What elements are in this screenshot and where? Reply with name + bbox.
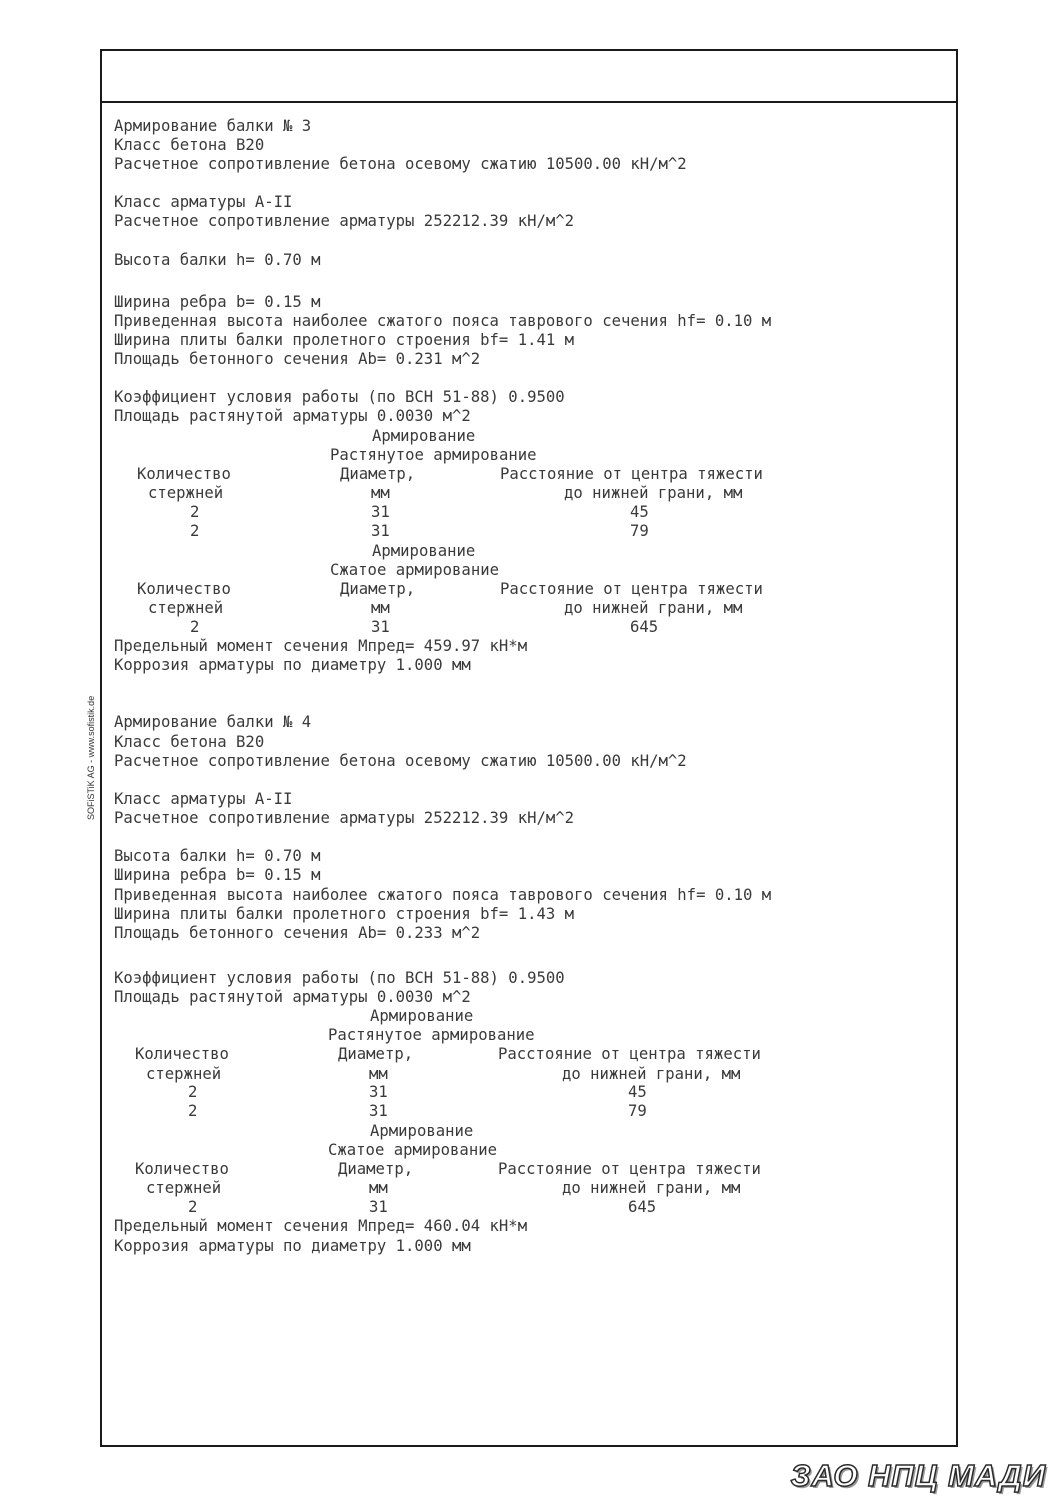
reinforcement-heading: Армирование — [372, 427, 476, 445]
beam-height: Высота балки h= 0.70 м — [114, 847, 321, 865]
beam-height: Высота балки h= 0.70 м — [114, 251, 321, 269]
col-distance-header: Расстояние от центра тяжести — [500, 580, 763, 598]
col-distance-header: Расстояние от центра тяжести — [498, 1045, 761, 1063]
bar-diameter: 31 — [369, 1198, 388, 1216]
bar-distance: 645 — [628, 1198, 657, 1216]
bar-diameter: 31 — [369, 1083, 388, 1101]
bar-count: 2 — [190, 522, 200, 540]
concrete-class: Класс бетона В20 — [114, 733, 265, 751]
bar-distance: 45 — [628, 1083, 647, 1101]
col-count-header: Количество — [135, 1045, 229, 1063]
bar-diameter: 31 — [369, 1102, 388, 1120]
tension-heading: Растянутое армирование — [330, 446, 537, 464]
bar-diameter: 31 — [371, 618, 390, 636]
bar-count: 2 — [188, 1102, 198, 1120]
bar-distance: 45 — [630, 503, 649, 521]
rib-width: Ширина ребра b= 0.15 м — [114, 293, 321, 311]
page-header-band — [102, 51, 956, 103]
bar-count: 2 — [190, 618, 200, 636]
flange-height: Приведенная высота наиболее сжатого пояса таврового сечения hf= 0.10 м — [114, 886, 772, 904]
beam-title: Армирование балки № 3 — [114, 117, 312, 135]
tension-heading: Растянутое армирование — [328, 1026, 535, 1044]
reinforcement-heading: Армирование — [370, 1122, 474, 1140]
col-diameter-header: Диаметр, — [340, 580, 416, 598]
reinforcement-heading: Армирование — [372, 542, 476, 560]
compression-heading: Сжатое армирование — [328, 1141, 497, 1159]
slab-width: Ширина плиты балки пролетного строения bf= 1.43 м — [114, 905, 575, 923]
concrete-resistance: Расчетное сопротивление бетона осевому сжатию 10500.00 кН/м^2 — [114, 155, 687, 173]
bar-diameter: 31 — [371, 522, 390, 540]
col-diameter-header: Диаметр, — [340, 465, 416, 483]
corrosion: Коррозия арматуры по диаметру 1.000 мм — [114, 1237, 471, 1255]
rebar-resistance: Расчетное сопротивление арматуры 252212.39 кН/м^2 — [114, 212, 575, 230]
section-area: Площадь бетонного сечения Ab= 0.233 м^2 — [114, 924, 481, 942]
col-diameter-unit: мм — [371, 599, 390, 617]
col-diameter-unit: мм — [369, 1065, 388, 1083]
ultimate-moment: Предельный момент сечения Мпред= 459.97 кН*м — [114, 637, 528, 655]
bar-count: 2 — [188, 1198, 198, 1216]
col-diameter-header: Диаметр, — [338, 1045, 414, 1063]
bar-count: 2 — [190, 503, 200, 521]
col-count-header: Количество — [137, 580, 231, 598]
reinforcement-heading: Армирование — [370, 1007, 474, 1025]
col-distance-subheader: до нижней грани, мм — [564, 484, 743, 502]
col-diameter-header: Диаметр, — [338, 1160, 414, 1178]
col-distance-header: Расстояние от центра тяжести — [498, 1160, 761, 1178]
bar-count: 2 — [188, 1083, 198, 1101]
compression-heading: Сжатое армирование — [330, 561, 499, 579]
bar-distance: 79 — [630, 522, 649, 540]
col-count-subheader: стержней — [146, 1065, 222, 1083]
beam-title: Армирование балки № 4 — [114, 713, 312, 731]
concrete-resistance: Расчетное сопротивление бетона осевому сжатию 10500.00 кН/м^2 — [114, 752, 687, 770]
slab-width: Ширина плиты балки пролетного строения bf= 1.41 м — [114, 331, 575, 349]
col-count-header: Количество — [137, 465, 231, 483]
rib-width: Ширина ребра b= 0.15 м — [114, 866, 321, 884]
col-count-subheader: стержней — [148, 599, 224, 617]
col-distance-header: Расстояние от центра тяжести — [500, 465, 763, 483]
bar-diameter: 31 — [371, 503, 390, 521]
bar-distance: 645 — [630, 618, 659, 636]
tension-area: Площадь растянутой арматуры 0.0030 м^2 — [114, 407, 471, 425]
side-note: SOFiSTiK AG - www.sofistik.de — [86, 695, 96, 820]
col-count-subheader: стержней — [146, 1179, 222, 1197]
rebar-class: Класс арматуры А-II — [114, 790, 293, 808]
col-distance-subheader: до нижней грани, мм — [564, 599, 743, 617]
rebar-class: Класс арматуры А-II — [114, 193, 293, 211]
section-area: Площадь бетонного сечения Ab= 0.231 м^2 — [114, 350, 481, 368]
col-distance-subheader: до нижней грани, мм — [562, 1065, 741, 1083]
ultimate-moment: Предельный момент сечения Мпред= 460.04 кН*м — [114, 1217, 528, 1235]
concrete-class: Класс бетона В20 — [114, 136, 265, 154]
tension-area: Площадь растянутой арматуры 0.0030 м^2 — [114, 988, 471, 1006]
rebar-resistance: Расчетное сопротивление арматуры 252212.39 кН/м^2 — [114, 809, 575, 827]
work-coefficient: Коэффициент условия работы (по ВСН 51-88) 0.9500 — [114, 969, 565, 987]
company-logo: ЗАО НПЦ МАДИ — [790, 1458, 1046, 1493]
col-distance-subheader: до нижней грани, мм — [562, 1179, 741, 1197]
work-coefficient: Коэффициент условия работы (по ВСН 51-88) 0.9500 — [114, 388, 565, 406]
corrosion: Коррозия арматуры по диаметру 1.000 мм — [114, 656, 471, 674]
col-count-subheader: стержней — [148, 484, 224, 502]
col-diameter-unit: мм — [369, 1179, 388, 1197]
bar-distance: 79 — [628, 1102, 647, 1120]
col-diameter-unit: мм — [371, 484, 390, 502]
col-count-header: Количество — [135, 1160, 229, 1178]
flange-height: Приведенная высота наиболее сжатого пояса таврового сечения hf= 0.10 м — [114, 312, 772, 330]
